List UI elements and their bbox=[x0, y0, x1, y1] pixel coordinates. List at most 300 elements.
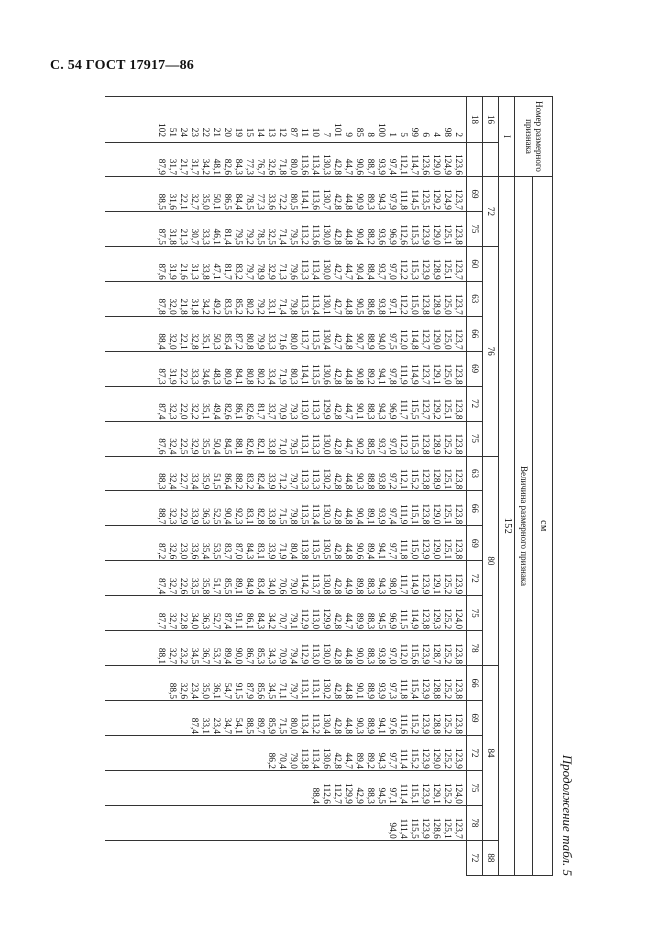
size-table bbox=[105, 96, 553, 876]
table-cell: 70,4 bbox=[277, 752, 287, 769]
sub-header: 75 bbox=[467, 596, 483, 631]
table-cell: 10 bbox=[310, 127, 320, 137]
table-cell: 130,0 bbox=[321, 258, 331, 280]
table-cell: 88,2 bbox=[233, 473, 243, 490]
table-cell: 90,7 bbox=[354, 333, 364, 350]
table-cell: 123,9 bbox=[453, 573, 463, 595]
table-cell: 89,9 bbox=[354, 612, 364, 630]
table-cell: 123,8 bbox=[420, 293, 430, 315]
table-cell: 129,1 bbox=[431, 782, 441, 804]
table-cell: 84,3 bbox=[244, 543, 254, 560]
table-cell: 96,9 bbox=[387, 403, 397, 420]
table-cell: 83,2 bbox=[233, 263, 243, 280]
table-cell: 30,7 bbox=[189, 228, 199, 245]
table-cell: 130,1 bbox=[321, 293, 331, 315]
table-cell: 89,2 bbox=[365, 752, 375, 769]
table-cell: 89,2 bbox=[365, 368, 375, 385]
table-cell: 87,3 bbox=[156, 368, 166, 385]
table-cell: 130,4 bbox=[321, 713, 331, 734]
table-cell: 84,1 bbox=[233, 368, 243, 385]
table-cell: 94,3 bbox=[376, 752, 386, 769]
table-cell: 94,1 bbox=[376, 717, 386, 734]
table-cell: 115,2 bbox=[409, 748, 419, 769]
table-cell: 114,9 bbox=[409, 608, 419, 630]
table-cell: 51 bbox=[167, 127, 177, 137]
table-cell: 76,7 bbox=[255, 158, 265, 175]
table-cell: 21,6 bbox=[178, 263, 188, 280]
table-cell: 42,8 bbox=[332, 647, 342, 665]
group-header: 84 bbox=[483, 666, 499, 841]
table-cell: 9 bbox=[343, 132, 353, 137]
value-column bbox=[105, 316, 467, 351]
table-cell: 123,8 bbox=[453, 223, 463, 245]
table-cell: 112,7 bbox=[332, 783, 342, 804]
table-cell: 33,4 bbox=[189, 473, 199, 490]
table-cell: 113,4 bbox=[310, 748, 320, 769]
table-cell: 125,2 bbox=[442, 678, 452, 700]
table-cell: 125,1 bbox=[442, 468, 452, 490]
table-cell: 48,1 bbox=[211, 158, 221, 175]
table-cell: 90,3 bbox=[354, 473, 364, 490]
table-cell: 32,3 bbox=[167, 508, 177, 525]
table-cell: 97,0 bbox=[387, 647, 397, 665]
table-cell: 94,1 bbox=[376, 368, 386, 385]
table-cell: 33,4 bbox=[266, 368, 276, 385]
value-column bbox=[105, 596, 467, 631]
table-cell: 70,9 bbox=[277, 403, 287, 420]
table-cell: 44,8 bbox=[343, 717, 353, 734]
sub-header: 75 bbox=[467, 421, 483, 456]
table-cell: 130,0 bbox=[321, 643, 331, 665]
table-cell: 22,5 bbox=[178, 438, 188, 455]
table-cell: 22,7 bbox=[178, 473, 188, 490]
table-cell: 90,8 bbox=[354, 368, 364, 385]
table-cell: 85,5 bbox=[222, 577, 232, 595]
table-cell: 88,3 bbox=[365, 647, 375, 665]
table-cell: 80,9 bbox=[222, 368, 232, 385]
table-cell: 129,0 bbox=[431, 154, 441, 175]
value-column bbox=[105, 631, 467, 666]
table-cell: 113,8 bbox=[299, 538, 309, 560]
table-cell: 90,4 bbox=[354, 228, 364, 245]
table-cell: 22,0 bbox=[178, 403, 188, 420]
table-cell: 100 bbox=[376, 123, 386, 137]
table-cell: 123,8 bbox=[420, 468, 430, 490]
table-cell: 125,1 bbox=[442, 503, 452, 525]
table-cell: 71,0 bbox=[277, 438, 287, 455]
table-cell: 113,0 bbox=[299, 398, 309, 420]
table-cell: 90,6 bbox=[354, 543, 364, 560]
table-cell: 33,8 bbox=[266, 438, 276, 455]
table-cell: 130,6 bbox=[321, 363, 331, 385]
table-cell: 113,0 bbox=[310, 608, 320, 630]
sub-header: 72 bbox=[467, 736, 483, 771]
table-cell: 112,2 bbox=[398, 259, 408, 280]
table-cell: 111,8 bbox=[398, 678, 408, 700]
sub-header: 75 bbox=[467, 211, 483, 246]
table-cell: 44,8 bbox=[343, 368, 353, 385]
table-cell: 90,5 bbox=[354, 298, 364, 315]
table-cell: 123,9 bbox=[420, 223, 430, 245]
table-cell: 125,1 bbox=[442, 398, 452, 420]
table-cell: 84,3 bbox=[255, 612, 265, 630]
sub-header: 66 bbox=[467, 666, 483, 701]
table-cell: 94,1 bbox=[376, 543, 386, 560]
table-cell: 78,5 bbox=[244, 193, 254, 210]
table-cell: 97,8 bbox=[387, 368, 397, 385]
table-cell: 78,5 bbox=[255, 228, 265, 245]
table-cell: 51,7 bbox=[211, 577, 221, 595]
table-cell: 89,4 bbox=[354, 752, 364, 769]
table-cell: 94,3 bbox=[376, 193, 386, 210]
table-cell: 90,0 bbox=[354, 647, 364, 665]
sub-row bbox=[467, 97, 483, 876]
table-cell: 129,1 bbox=[431, 573, 441, 595]
table-cell: 123,9 bbox=[420, 643, 430, 665]
value-column bbox=[105, 421, 467, 456]
table-cell: 89,1 bbox=[365, 508, 375, 525]
table-cell: 97,2 bbox=[387, 473, 397, 490]
table-cell: 44,8 bbox=[343, 298, 353, 315]
table-cell: 130,0 bbox=[321, 223, 331, 245]
table-cell: 44,8 bbox=[343, 228, 353, 245]
table-cell: 113,4 bbox=[310, 259, 320, 280]
table-cell: 80,3 bbox=[288, 368, 298, 385]
table-cell: 93,8 bbox=[376, 647, 386, 665]
table-cell: 33,8 bbox=[200, 263, 210, 280]
table-cell: 113,3 bbox=[310, 433, 320, 455]
table-cell: 89,4 bbox=[222, 647, 232, 665]
table-cell: 36,3 bbox=[200, 612, 210, 630]
table-cell: 88,9 bbox=[365, 682, 375, 700]
table-cell: 88,3 bbox=[365, 787, 375, 804]
value-column bbox=[105, 211, 467, 246]
value-column bbox=[105, 386, 467, 421]
table-cell: 42,8 bbox=[332, 543, 342, 560]
table-cell: 79,7 bbox=[288, 682, 298, 700]
table-cell: 123,9 bbox=[453, 748, 463, 769]
table-cell: 54,7 bbox=[222, 682, 232, 700]
table-cell: 32,7 bbox=[189, 193, 199, 210]
table-cell: 32,0 bbox=[167, 298, 177, 315]
table-cell: 34,6 bbox=[200, 368, 210, 385]
table-cell: 50,4 bbox=[211, 438, 221, 455]
table-cell: 84,5 bbox=[222, 438, 232, 455]
value-column bbox=[105, 351, 467, 386]
table-cell: 33,5 bbox=[189, 577, 199, 595]
table-cell: 85,9 bbox=[266, 717, 276, 734]
table-cell: 21 bbox=[211, 127, 221, 137]
table-cell: 44,8 bbox=[343, 473, 353, 490]
table-cell: 125,0 bbox=[442, 293, 452, 315]
table-cell: 86,5 bbox=[222, 193, 232, 210]
table-cell: 35,1 bbox=[200, 403, 210, 420]
table-cell: 52,7 bbox=[211, 612, 221, 630]
table-cell: 42,8 bbox=[332, 228, 342, 245]
table-cell: 22,8 bbox=[178, 612, 188, 630]
table-cell: 79,1 bbox=[288, 612, 298, 630]
table-cell: 31,6 bbox=[167, 193, 177, 210]
table-cell: 80,0 bbox=[288, 333, 298, 350]
table-cell: 88,5 bbox=[156, 193, 166, 210]
table-cell: 90,1 bbox=[354, 682, 364, 700]
table-cell: 130,2 bbox=[321, 678, 331, 700]
table-cell: 130,3 bbox=[321, 154, 331, 175]
table-cell: 32,7 bbox=[167, 612, 177, 630]
table-cell: 90,3 bbox=[354, 717, 364, 734]
table-cell: 44,7 bbox=[343, 403, 353, 420]
table-cell: 15 bbox=[244, 127, 254, 137]
value-column bbox=[105, 281, 467, 316]
table-cell: 4 bbox=[431, 132, 441, 137]
table-cell: 23,0 bbox=[178, 543, 188, 560]
table-cell: 129,2 bbox=[431, 189, 441, 210]
table-cell: 35,8 bbox=[200, 577, 210, 595]
table-cell: 113,8 bbox=[299, 748, 309, 769]
table-cell: 93,6 bbox=[376, 228, 386, 245]
table-cell: 44,7 bbox=[343, 263, 353, 280]
table-cell: 71,6 bbox=[277, 333, 287, 350]
table-cell: 111,4 bbox=[398, 818, 408, 839]
table-cell: 34,2 bbox=[200, 158, 210, 175]
table-cell: 49,4 bbox=[211, 403, 221, 420]
value-column bbox=[105, 246, 467, 281]
sub-header: 78 bbox=[467, 805, 483, 840]
table-cell: 123,5 bbox=[420, 189, 430, 210]
table-cell: 113,1 bbox=[299, 433, 309, 455]
table-cell: 97,1 bbox=[387, 787, 397, 804]
table-cell: 22,9 bbox=[178, 508, 188, 525]
table-cell: 90,1 bbox=[354, 403, 364, 420]
table-cell: 32,6 bbox=[178, 682, 188, 700]
table-cell: 83,2 bbox=[244, 473, 254, 490]
table-cell: 88,9 bbox=[365, 333, 375, 350]
table-cell: 44,8 bbox=[343, 682, 353, 700]
table-cell: 93,9 bbox=[376, 158, 386, 175]
table-cell: 1 bbox=[387, 132, 397, 137]
table-cell: 79,5 bbox=[288, 438, 298, 455]
table-cell: 88,4 bbox=[156, 333, 166, 350]
table-cell: 111,4 bbox=[398, 748, 408, 769]
table-cell: 115,1 bbox=[409, 783, 419, 804]
table-cell: 71,9 bbox=[277, 368, 287, 385]
table-cell: 115,5 bbox=[409, 398, 419, 420]
table-cell: 42,9 bbox=[354, 787, 364, 804]
table-cell: 97,0 bbox=[387, 263, 397, 280]
table-cell: 31,8 bbox=[167, 228, 177, 245]
header-spacer bbox=[483, 143, 499, 177]
table-cell: 87,9 bbox=[244, 682, 254, 700]
table-cell: 113,3 bbox=[310, 468, 320, 490]
value-column bbox=[105, 736, 467, 771]
table-cell: 32,4 bbox=[167, 473, 177, 490]
table-cell: 128,9 bbox=[431, 433, 441, 455]
table-cell: 115,3 bbox=[409, 433, 419, 455]
table-cell: 85,2 bbox=[233, 298, 243, 315]
table-cell: 32,9 bbox=[266, 263, 276, 280]
table-cell: 128,6 bbox=[431, 817, 441, 839]
table-cell: 88,3 bbox=[365, 612, 375, 630]
table-cell: 124,9 bbox=[442, 189, 452, 210]
table-cell: 12 bbox=[277, 127, 287, 137]
table-cell: 123,7 bbox=[453, 293, 463, 315]
table-cell: 33,3 bbox=[200, 228, 210, 245]
table-cell: 44,8 bbox=[343, 193, 353, 210]
table-cell: 71,5 bbox=[277, 508, 287, 525]
table-cell: 88,3 bbox=[156, 473, 166, 490]
table-cell: 11 bbox=[299, 128, 309, 137]
table-cell: 80,2 bbox=[244, 298, 254, 315]
table-cell: 2 bbox=[453, 132, 463, 137]
table-cell: 114,9 bbox=[409, 573, 419, 595]
table-cell: 111,8 bbox=[398, 539, 408, 560]
table-cell: 112,3 bbox=[398, 433, 408, 455]
table-cell: 53,5 bbox=[211, 543, 221, 560]
value-label: Величина размерного признака bbox=[515, 177, 533, 876]
header-spacer bbox=[467, 143, 483, 177]
table-cell: 36,7 bbox=[200, 647, 210, 665]
table-cell: 114,1 bbox=[299, 189, 309, 210]
table-cell: 92,3 bbox=[233, 508, 243, 525]
value-column bbox=[105, 526, 467, 561]
table-cell: 42,8 bbox=[332, 158, 342, 175]
table-cell: 88,3 bbox=[365, 577, 375, 595]
table-cell: 93,7 bbox=[376, 263, 386, 280]
table-cell: 113,6 bbox=[310, 224, 320, 245]
table-cell: 88,5 bbox=[167, 682, 177, 700]
table-cell: 70,7 bbox=[277, 612, 287, 630]
sub-header: 60 bbox=[467, 246, 483, 281]
table-cell: 86,7 bbox=[244, 647, 254, 665]
table-cell: 88,8 bbox=[365, 473, 375, 490]
table-cell: 88,6 bbox=[365, 298, 375, 315]
table-cell: 94,5 bbox=[376, 612, 386, 630]
table-cell: 97,3 bbox=[387, 682, 397, 700]
table-cell: 23,2 bbox=[178, 647, 188, 665]
table-cell: 123,8 bbox=[453, 398, 463, 420]
table-cell: 128,9 bbox=[431, 468, 441, 490]
table-cell: 50,1 bbox=[211, 193, 221, 210]
value-column bbox=[105, 666, 467, 701]
table-cell: 71,5 bbox=[277, 717, 287, 734]
table-cell: 129,0 bbox=[431, 503, 441, 525]
table-cell: 42,8 bbox=[332, 508, 342, 525]
table-cell: 34,5 bbox=[266, 682, 276, 700]
table-cell: 123,8 bbox=[453, 678, 463, 700]
table-cell: 82,6 bbox=[222, 403, 232, 420]
table-cell: 123,9 bbox=[420, 258, 430, 280]
table-cell: 113,0 bbox=[310, 643, 320, 665]
table-cell: 123,9 bbox=[420, 573, 430, 595]
table-cell: 71,4 bbox=[277, 298, 287, 315]
table-cell: 8 bbox=[365, 132, 375, 137]
table-cell: 128,7 bbox=[431, 643, 441, 665]
table-cell: 34,0 bbox=[266, 577, 276, 595]
table-cell: 83,1 bbox=[255, 543, 265, 560]
table-cell: 42,8 bbox=[332, 403, 342, 420]
sub-header: 63 bbox=[467, 281, 483, 316]
table-cell: 112,9 bbox=[299, 643, 309, 665]
table-cell: 79,7 bbox=[288, 473, 298, 490]
table-cell: 97,4 bbox=[387, 508, 397, 525]
group-header: 88 bbox=[483, 840, 499, 875]
table-cell: 129,3 bbox=[431, 608, 441, 630]
table-cell: 93,9 bbox=[376, 682, 386, 700]
table-cell: 113,4 bbox=[299, 713, 309, 734]
table-cell: 80,5 bbox=[288, 193, 298, 210]
table-cell: 52,5 bbox=[211, 508, 221, 525]
table-cell: 22,6 bbox=[178, 577, 188, 595]
table-cell: 42,8 bbox=[332, 612, 342, 630]
table-cell: 80,4 bbox=[288, 543, 298, 560]
table-cell: 125,1 bbox=[442, 817, 452, 839]
table-cell: 128,8 bbox=[431, 678, 441, 700]
table-cell: 33,1 bbox=[200, 717, 210, 734]
table-cell: 85 bbox=[354, 127, 364, 137]
table-cell: 125,0 bbox=[442, 328, 452, 350]
table-cell: 102 bbox=[156, 123, 166, 137]
table-cell: 33,9 bbox=[266, 473, 276, 490]
table-cell: 88,7 bbox=[156, 508, 166, 525]
table-cell: 93,8 bbox=[376, 473, 386, 490]
table-cell: 24 bbox=[178, 127, 188, 137]
table-cell: 32,4 bbox=[167, 438, 177, 455]
table-cell: 78,9 bbox=[255, 263, 265, 280]
table-cell: 113,3 bbox=[299, 259, 309, 280]
table-cell: 82,6 bbox=[244, 438, 254, 455]
table-cell: 34,2 bbox=[200, 298, 210, 315]
table-cell: 87,4 bbox=[156, 577, 166, 595]
table-cell: 71,2 bbox=[277, 473, 287, 490]
table-cell: 111,9 bbox=[398, 364, 408, 385]
group-row bbox=[483, 97, 499, 876]
table-cell: 113,1 bbox=[299, 678, 309, 700]
table-cell: 80,0 bbox=[288, 717, 298, 734]
table-cell: 123,8 bbox=[420, 433, 430, 455]
table-cell: 123,7 bbox=[420, 398, 430, 420]
table-cell: 124,0 bbox=[453, 782, 463, 804]
value-column bbox=[105, 177, 467, 212]
table-cell: 35,1 bbox=[200, 333, 210, 350]
table-cell: 113,1 bbox=[310, 678, 320, 700]
sub-header: 72 bbox=[467, 386, 483, 421]
table-cell: 22,1 bbox=[178, 333, 188, 350]
table-cell: 113,5 bbox=[310, 364, 320, 385]
table-cell: 88,9 bbox=[365, 717, 375, 734]
table-cell: 123,8 bbox=[453, 363, 463, 385]
table-cell: 115,2 bbox=[409, 713, 419, 734]
table-cell: 90,0 bbox=[233, 647, 243, 665]
table-cell: 79,5 bbox=[233, 228, 243, 245]
table-cell: 85,4 bbox=[222, 333, 232, 350]
table-cell: 114,2 bbox=[299, 573, 309, 595]
table-cell: 34,7 bbox=[222, 717, 232, 734]
table-cell: 111,9 bbox=[398, 504, 408, 525]
table-cell: 97,7 bbox=[387, 543, 397, 560]
table-cell: 123,8 bbox=[453, 713, 463, 734]
table-cell: 123,9 bbox=[420, 538, 430, 560]
table-cell: 49,2 bbox=[211, 298, 221, 315]
table-cell: 79,9 bbox=[255, 333, 265, 350]
table-cell: 35,0 bbox=[200, 682, 210, 700]
table-cell: 113,5 bbox=[310, 329, 320, 350]
table-cell: 87,4 bbox=[156, 403, 166, 420]
table-cell: 84,4 bbox=[233, 193, 243, 210]
table-cell: 129,0 bbox=[431, 748, 441, 769]
table-cell: 22,2 bbox=[178, 368, 188, 385]
sub-header: 69 bbox=[467, 351, 483, 386]
table-cell: 129,0 bbox=[431, 328, 441, 350]
